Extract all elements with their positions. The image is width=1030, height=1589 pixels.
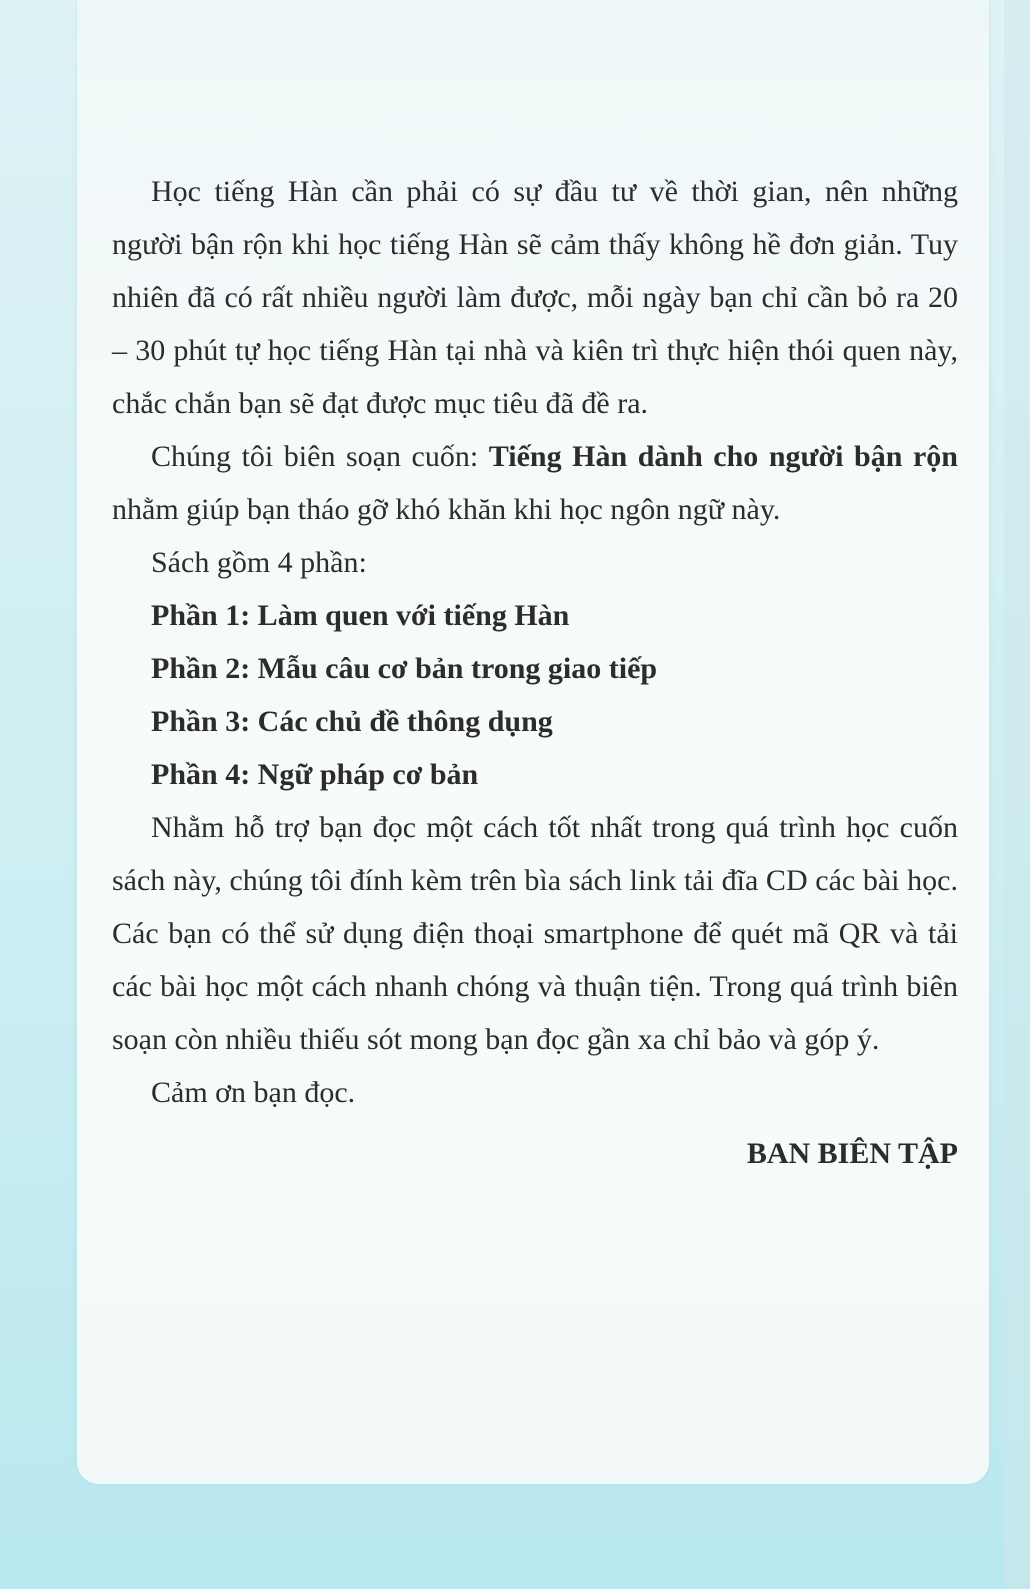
paragraph-intro: Học tiếng Hàn cần phải có sự đầu tư về thời gian, nên những người bận rộn khi học tiếng Hàn sẽ cảm thấy không hề đơn giản. Tuy nhiên đã có rất nhiều người làm được, mỗi ngày bạn chỉ cần bỏ ra 20 – 30 phút tự học tiếng Hàn tại nhà và kiên trì thực hiện thói quen này, chắc chắn bạn sẽ đạt được mục tiêu đã đề ra. (112, 175, 958, 420)
part-item-2: Phần 2: Mẫu câu cơ bản trong giao tiếp (151, 652, 658, 685)
thanks-line: Cảm ơn bạn đọc. (151, 1076, 356, 1109)
preface-text (112, 165, 958, 1180)
part-item-1: Phần 1: Làm quen với tiếng Hàn (151, 599, 570, 632)
paragraph-book (112, 430, 958, 536)
book-title: Tiếng Hàn dành cho người bận rộn (488, 440, 958, 473)
paragraph-support: Nhằm hỗ trợ bạn đọc một cách tốt nhất trong quá trình học cuốn sách này, chúng tôi đính kèm trên bìa sách link tải đĩa CD các bài học. Các bạn có thể sử dụng điện thoại smartphone để quét mã QR và tải các bài học một cách nhanh chóng và thuận tiện. Trong quá trình biên soạn còn nhiều thiếu sót mong bạn đọc gần xa chỉ bảo và góp ý. (112, 811, 958, 1056)
part-item-4: Phần 4: Ngữ pháp cơ bản (151, 758, 479, 791)
editorial-signature: BAN BIÊN TẬP (746, 1137, 958, 1170)
part-item-3: Phần 3: Các chủ đề thông dụng (151, 705, 553, 738)
paragraph-book-lead: Chúng tôi biên soạn cuốn: (151, 440, 489, 473)
paragraph-book-tail: nhằm giúp bạn tháo gỡ khó khăn khi học ngôn ngữ này. (112, 493, 781, 526)
page-edge (1004, 0, 1030, 1589)
parts-intro: Sách gồm 4 phần: (151, 546, 367, 579)
